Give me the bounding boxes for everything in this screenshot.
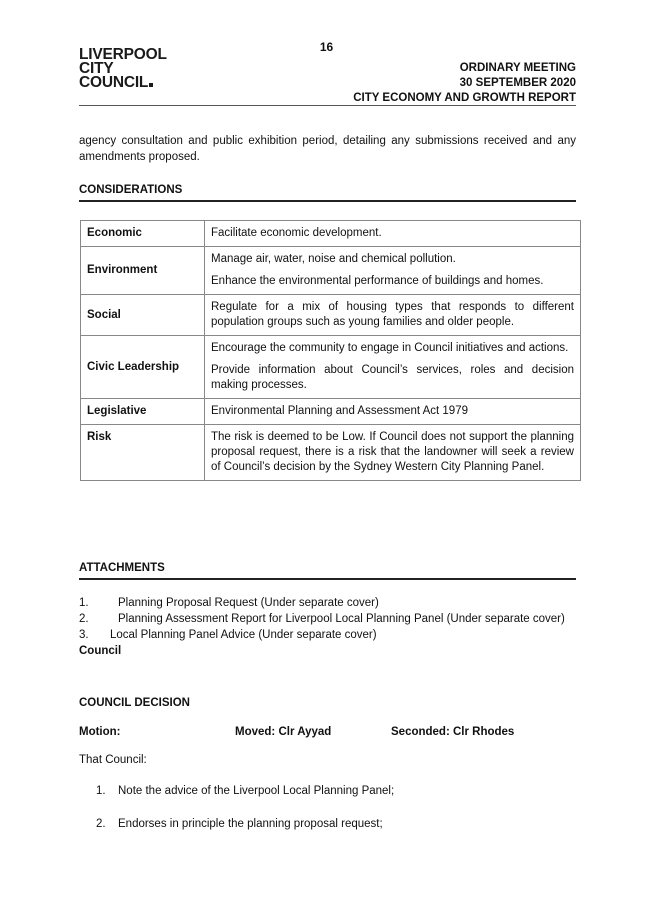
category-cell: Legislative (81, 399, 205, 425)
page-number: 16 (319, 40, 334, 54)
motion-label: Motion: (79, 726, 121, 738)
category-cell: Risk (81, 425, 205, 481)
logo-line-1: LIVERPOOL (79, 46, 167, 63)
liverpool-city-council-logo (79, 48, 167, 90)
description-cell: Regulate for a mix of housing types that responds to different population groups such as young families and older people. (205, 295, 581, 336)
attachment-link[interactable]: Planning Assessment Report for Liverpool Local Planning Panel (Under separate cover) (118, 613, 565, 625)
list-item: 1. Planning Proposal Request (Under separate cover) (79, 597, 379, 609)
category-cell: Environment (81, 247, 205, 295)
table-row (81, 425, 581, 481)
list-item: 2. Planning Assessment Report for Liverpool Local Planning Panel (Under separate cover) (79, 613, 565, 625)
decision-item: 2. Endorses in principle the planning proposal request; (96, 818, 383, 830)
category-cell: Social (81, 295, 205, 336)
description-cell: Environmental Planning and Assessment Act 1979 (205, 399, 581, 425)
header-divider (79, 105, 576, 106)
list-item: 3. Local Planning Panel Advice (Under separate cover) (79, 629, 377, 641)
meeting-title: ORDINARY MEETING (459, 62, 576, 74)
table-row (81, 295, 581, 336)
table-row (81, 221, 581, 247)
logo-line-3: COUNCIL (79, 76, 167, 90)
council-decision-heading: COUNCIL DECISION (79, 697, 190, 709)
moved-by: Moved: Clr Ayyad (235, 726, 332, 738)
description-cell: The risk is deemed to be Low. If Council does not support the planning proposal request, there is a risk that the landowner will seek a review of Council’s decision by the Sydney Western City Planning Panel. (205, 425, 581, 481)
decision-item: 1. Note the advice of the Liverpool Local Planning Panel; (96, 785, 395, 797)
intro-paragraph: agency consultation and public exhibition period, detailing any submissions received and any amendments proposed. (79, 135, 576, 163)
table-row (81, 399, 581, 425)
attachments-list (79, 595, 576, 659)
considerations-table (80, 220, 581, 481)
category-cell: Economic (81, 221, 205, 247)
description-cell: Manage air, water, noise and chemical pollution. Enhance the environmental performance of buildings and homes. (205, 247, 581, 295)
table-row (81, 247, 581, 295)
seconded-by: Seconded: Clr Rhodes (391, 726, 515, 738)
description-cell: Facilitate economic development. (205, 221, 581, 247)
logo-dot-icon (149, 83, 153, 87)
report-header (353, 61, 576, 106)
meeting-date: 30 SEPTEMBER 2020 (459, 77, 576, 89)
considerations-heading: CONSIDERATIONS (79, 184, 576, 202)
attachment-link[interactable]: Local Planning Panel Advice (Under separate cover) (110, 629, 377, 641)
report-title: CITY ECONOMY AND GROWTH REPORT (353, 92, 576, 104)
logo-line-2: CITY (79, 60, 114, 77)
table-row (81, 336, 581, 399)
decision-intro: That Council: (79, 754, 147, 766)
attachments-heading: ATTACHMENTS (79, 562, 576, 580)
attachments-trailing-text: Council (79, 645, 122, 657)
category-cell: Civic Leadership (81, 336, 205, 399)
description-cell: Encourage the community to engage in Council initiatives and actions. Provide information about Council’s services, roles and decision making processes. (205, 336, 581, 399)
attachment-link[interactable]: Planning Proposal Request (Under separate cover) (118, 597, 379, 609)
